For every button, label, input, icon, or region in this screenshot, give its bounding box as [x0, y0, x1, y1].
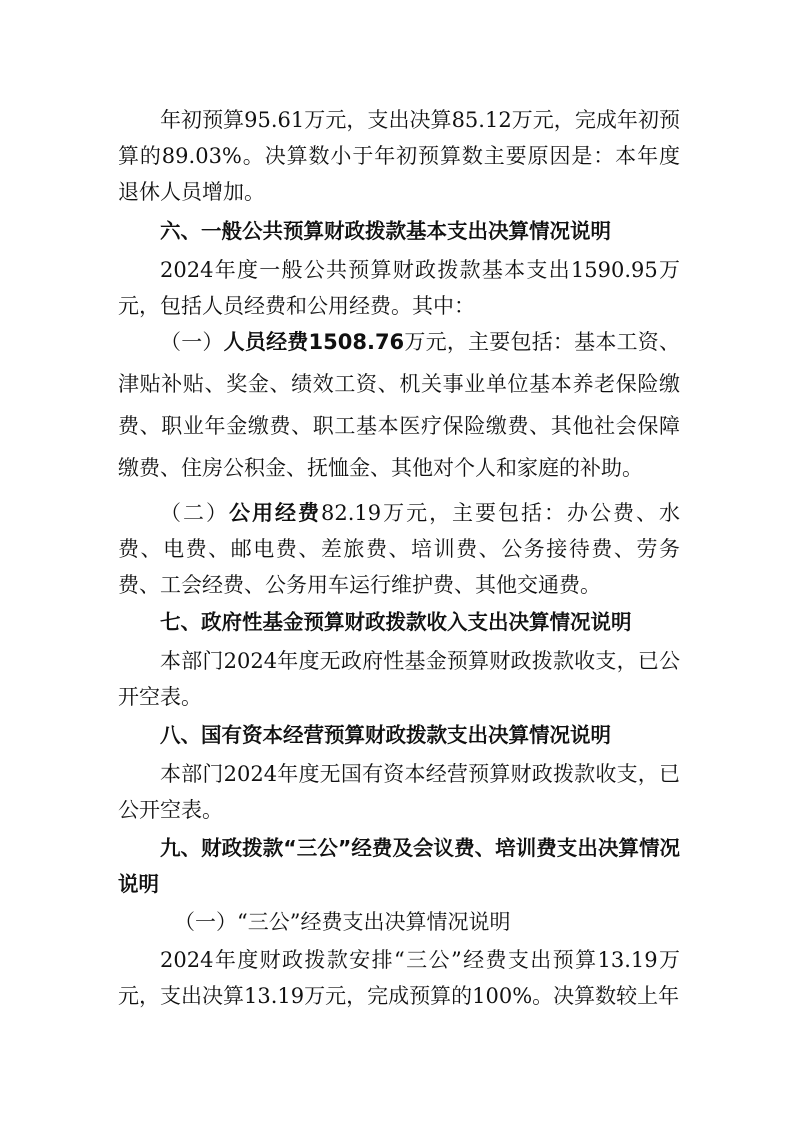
section-heading-9: 九、财政拨款“三公”经费及会议费、培训费支出决算情况说明: [118, 836, 680, 896]
item-number: （一）: [160, 330, 224, 354]
paragraph-three-public-budget: 2024年度财政拨款安排“三公”经费支出预算13.19万元，支出决算13.19万元，完成预算的100%。决算数较上年: [118, 948, 680, 1008]
paragraph-government-fund: 本部门2024年度无政府性基金预算财政拨款收支，已公开空表。: [118, 649, 680, 709]
item-number: （二）: [160, 501, 229, 525]
paragraph-basic-expenditure: 2024年度一般公共预算财政拨款基本支出1590.95万元，包括人员经费和公用经费。其中：: [118, 258, 680, 318]
subsection-heading-three-public: （一）“三公”经费支出决算情况说明: [174, 910, 511, 934]
item-term: 人员经费1508.76: [223, 330, 405, 354]
item-description: 82.19万元，主要包括：办公费、水费、电费、邮电费、差旅费、培训费、公务接待费、劳务费、工会经费、公务用车运行维护费、其他交通费。: [118, 501, 681, 597]
paragraph-budget-completion: 年初预算95.61万元，支出决算85.12万元，完成年初预算的89.03%。决算数小于年初预算数主要原因是：本年度退休人员增加。: [118, 108, 680, 204]
item-description: 万元，主要包括：基本工资、津贴补贴、奖金、绩效工资、机关事业单位基本养老保险缴费、职业年金缴费、职工基本医疗保险缴费、其他社会保障缴费、住房公积金、抚恤金、其他对个人和家庭的补助。: [118, 330, 681, 480]
section-heading-6: 六、一般公共预算财政拨款基本支出决算情况说明: [160, 219, 611, 243]
item-term: 公用经费: [228, 501, 321, 525]
item-personnel-expenses: [118, 321, 680, 489]
paragraph-state-capital: 本部门2024年度无国有资本经营预算财政拨款收支，已公开空表。: [118, 762, 680, 822]
section-heading-8: 八、国有资本经营预算财政拨款支出决算情况说明: [160, 723, 611, 747]
item-public-expenses: [118, 495, 680, 603]
section-heading-7: 七、政府性基金预算财政拨款收入支出决算情况说明: [160, 610, 632, 634]
